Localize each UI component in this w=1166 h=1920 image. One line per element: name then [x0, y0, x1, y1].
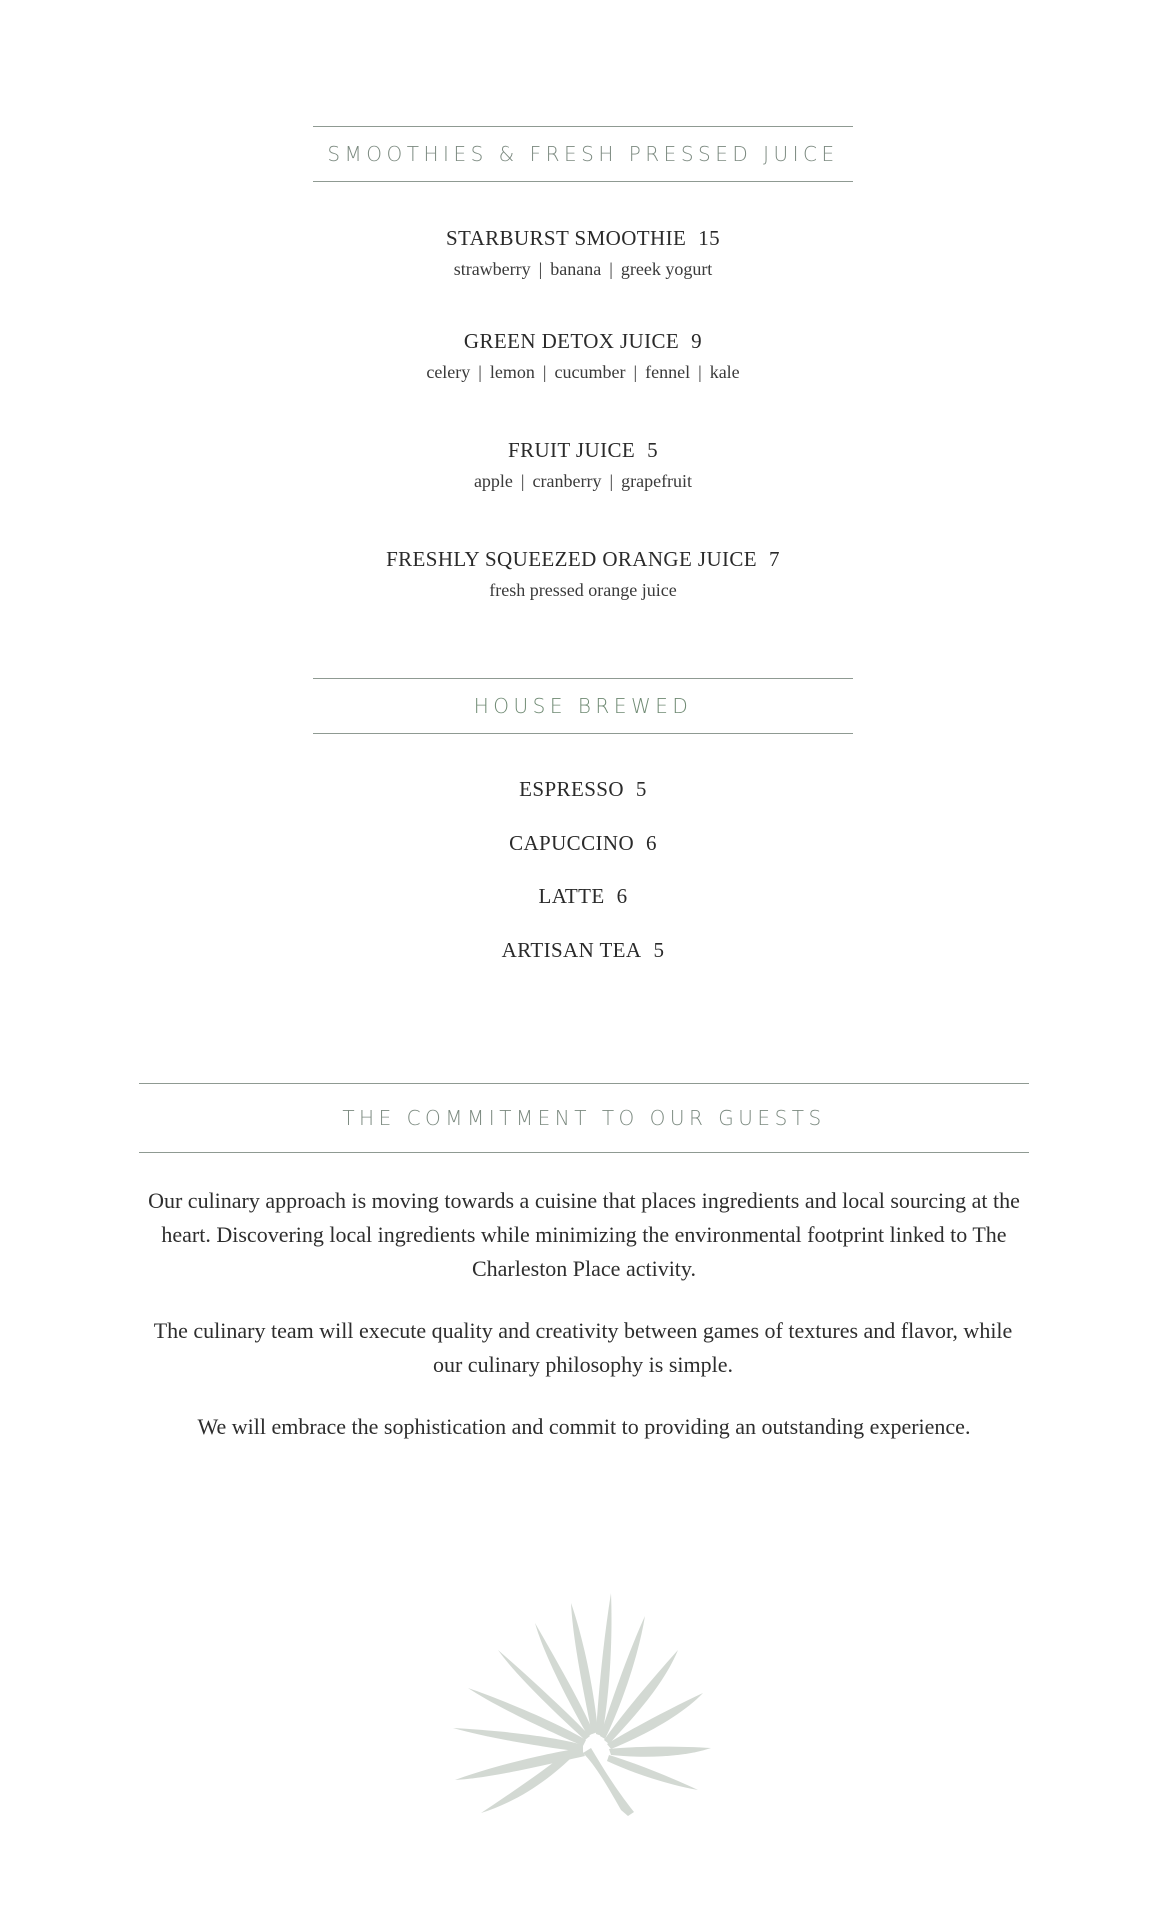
- item-name: ARTISAN TEA: [501, 938, 642, 962]
- menu-item-freshly-squeezed-orange-juice: [0, 547, 1166, 601]
- menu-item-espresso: [0, 777, 1166, 802]
- item-price: 6: [616, 884, 628, 908]
- palm-leaf-icon: [453, 1588, 713, 1818]
- menu-item-capuccino: [0, 831, 1166, 856]
- item-name: LATTE: [538, 884, 605, 908]
- commitment-paragraph: The culinary team will execute quality and creativity between games of textures and flavor, while our culinary philosophy is simple.: [153, 1318, 1013, 1377]
- item-price: 5: [647, 438, 658, 462]
- item-ingredients: strawberry | banana | greek yogurt: [453, 259, 713, 279]
- menu-item-latte: [0, 884, 1166, 909]
- commitment-section-header: [139, 1083, 1029, 1153]
- item-ingredients: fresh pressed orange juice: [489, 580, 677, 600]
- commitment-paragraph: Our culinary approach is moving towards a cuisine that places ingredients and local sourcing at the heart. Discovering local ingredients while minimizing the environmental footprint linked to The Charleston Place activity.: [148, 1188, 1020, 1281]
- menu-item-fruit-juice: [0, 438, 1166, 492]
- item-name: STARBURST SMOOTHIE: [445, 226, 687, 250]
- item-price: 15: [698, 226, 721, 250]
- menu-item-artisan-tea: [0, 938, 1166, 963]
- item-price: 5: [653, 938, 665, 962]
- item-name: FRESHLY SQUEEZED ORANGE JUICE: [386, 547, 758, 571]
- item-name: FRUIT JUICE: [507, 438, 636, 462]
- house-brewed-section-title: HOUSE BREWED: [473, 694, 693, 718]
- smoothies-section-header: [313, 126, 853, 182]
- item-price: 7: [769, 547, 780, 571]
- item-price: 9: [691, 329, 703, 353]
- item-ingredients: apple | cranberry | grapefruit: [473, 471, 693, 491]
- item-name: ESPRESSO: [519, 777, 624, 801]
- menu-item-green-detox-juice: [0, 329, 1166, 383]
- commitment-paragraph: We will embrace the sophistication and commit to providing an outstanding experience.: [197, 1414, 971, 1439]
- item-ingredients: celery | lemon | cucumber | fennel | kale: [426, 362, 740, 382]
- item-price: 5: [635, 777, 647, 801]
- house-brewed-section-header: [313, 678, 853, 734]
- smoothies-section-title: SMOOTHIES & FRESH PRESSED JUICE: [327, 142, 839, 166]
- commitment-section-title: THE COMMITMENT TO OUR GUESTS: [342, 1106, 826, 1130]
- item-price: 6: [646, 831, 657, 855]
- item-name: CAPUCCINO: [509, 831, 635, 855]
- menu-item-starburst-smoothie: [0, 226, 1166, 280]
- item-name: GREEN DETOX JUICE: [463, 329, 680, 353]
